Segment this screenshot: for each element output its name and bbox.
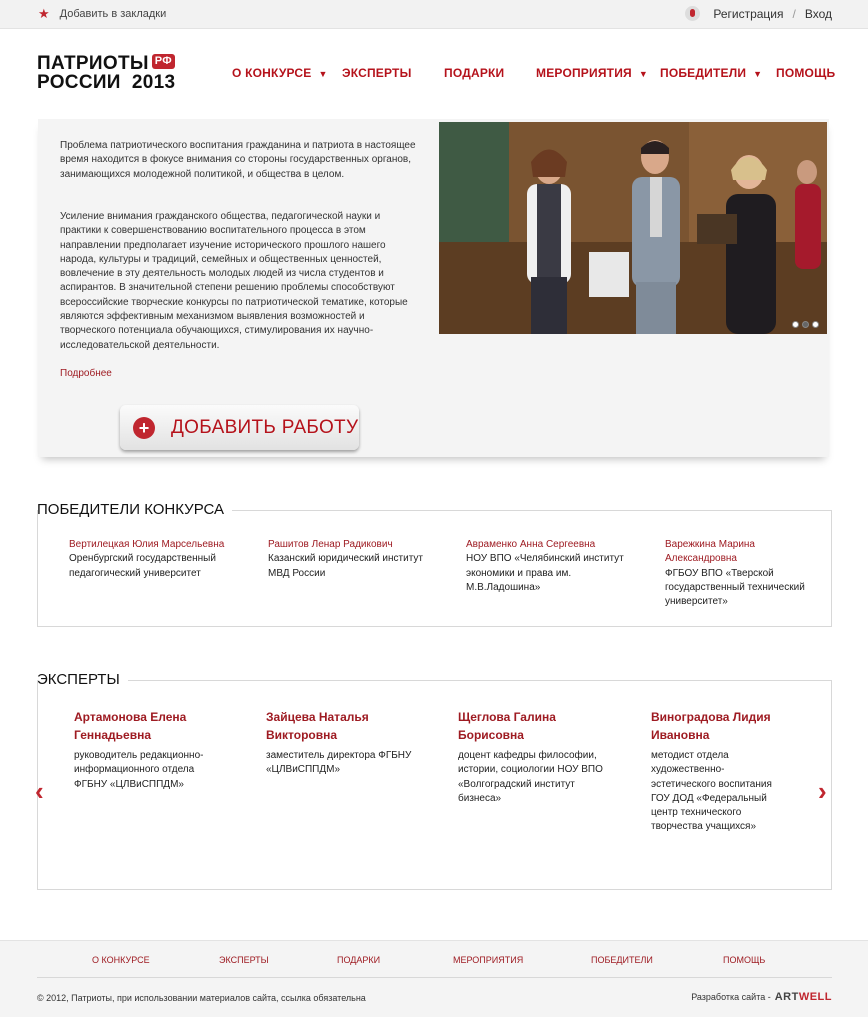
slider-dot[interactable]	[812, 321, 819, 328]
expert-card	[651, 708, 781, 835]
footer-divider	[37, 977, 832, 978]
user-icon	[685, 6, 700, 21]
nav-item-winners[interactable]	[660, 66, 762, 80]
footer-nav-help[interactable]: ПОМОЩЬ	[723, 955, 766, 965]
winner-name-link[interactable]: Авраменко Анна Сергеевна	[466, 539, 596, 550]
logo-badge: РФ	[152, 54, 175, 69]
hero-paragraph-2: Усиление внимания гражданского общества, педагогической науки и практики к совершенствованию воспитательного процесса в этом направлении предполагает изучение исторического прошлого нашего народа, культуры и традиций, семейных и общественных ценностей, вовлечение в эту деятельность молодых людей из числа студентов и аспирантов. В значительной степени решению проблемы способствуют всероссийские творческие конкурсы по патриотической тематике, которые являются эффективным механизмом выявления возможностей и творческого потенциала обучающихся, стимулирования их научно-исследовательской деятельности.	[60, 211, 408, 351]
nav-item-events[interactable]	[536, 66, 648, 80]
winner-card	[69, 538, 239, 581]
winner-org: ФГБОУ ВПО «Тверской государственный технический университет»	[665, 567, 805, 608]
logo-line2: РОССИИ 2013	[37, 72, 176, 93]
star-icon: ★	[38, 6, 50, 21]
nav-item-label: ПОБЕДИТЕЛИ	[660, 66, 747, 80]
nav-item-label: МЕРОПРИЯТИЯ	[536, 66, 632, 80]
winner-name-link[interactable]: Вертилецкая Юлия Марсельевна	[69, 539, 225, 550]
add-work-label: ДОБАВИТЬ РАБОТУ	[171, 416, 359, 438]
nav-item-help[interactable]	[776, 66, 835, 80]
nav-item-about[interactable]	[232, 66, 328, 80]
slider-dot[interactable]	[792, 321, 799, 328]
site-logo[interactable]	[37, 54, 175, 92]
login-link[interactable]: Вход	[804, 6, 832, 21]
winners-title: ПОБЕДИТЕЛИ КОНКУРСА	[37, 501, 232, 518]
hero-paragraph-1: Проблема патриотического воспитания гражданина и патриота в настоящее время находится в фокусе внимания со стороны государственных органов, занимающихся молодежной политикой, и общества в целом.	[60, 140, 416, 180]
hero-panel	[38, 119, 829, 457]
developer-brand-a: ART	[774, 991, 799, 1003]
expert-desc: руководитель редакционно-информационного отдела ФГБНУ «ЦЛВиСППДМ»	[74, 750, 204, 790]
chevron-down-icon: ▼	[638, 69, 648, 79]
expert-card	[74, 708, 224, 792]
experts-title: ЭКСПЕРТЫ	[37, 671, 128, 688]
footer	[0, 940, 868, 1017]
plus-icon: +	[133, 417, 155, 439]
winner-name-link[interactable]: Рашитов Ленар Радикович	[268, 539, 393, 550]
winner-name-link[interactable]: Варежкина Марина Александровна	[665, 539, 755, 565]
nav-item-label: О КОНКУРСЕ	[232, 66, 312, 80]
top-bar	[0, 0, 868, 29]
nav-item-label: ПОМОЩЬ	[776, 66, 836, 80]
expert-card	[266, 708, 416, 778]
nav-item-experts[interactable]	[342, 66, 412, 80]
bookmark-link[interactable]	[38, 7, 166, 20]
footer-nav-events[interactable]: МЕРОПРИЯТИЯ	[453, 955, 524, 965]
expert-desc: заместитель директора ФГБНУ «ЦЛВиСППДМ»	[266, 750, 412, 776]
winner-card	[268, 538, 438, 581]
chevron-down-icon: ▼	[753, 69, 763, 79]
nav-item-gifts[interactable]	[444, 66, 504, 80]
register-link[interactable]: Регистрация	[713, 6, 784, 21]
expert-desc: доцент кафедры философии, истории, социологии НОУ ВПО «Волгоградский институт бизнеса»	[458, 750, 603, 804]
expert-desc: методист отдела художественно-эстетического воспитания ГОУ ДОД «Федеральный центр технического творчества учащихся»	[651, 750, 772, 833]
slider-dot[interactable]	[802, 321, 809, 328]
expert-card	[458, 708, 608, 806]
winner-org: Казанский юридический институт МВД России	[268, 553, 423, 579]
prev-arrow-icon[interactable]: ‹	[35, 776, 44, 806]
hero-photo-slider[interactable]	[439, 122, 827, 334]
winner-card	[466, 538, 636, 595]
nav-item-label: ПОДАРКИ	[444, 66, 505, 80]
footer-nav-gifts[interactable]: ПОДАРКИ	[337, 955, 381, 965]
bookmark-label: Добавить в закладки	[59, 7, 167, 20]
developer-logo	[775, 991, 832, 1003]
developer-brand-b: WELL	[798, 991, 832, 1003]
footer-nav-experts[interactable]: ЭКСПЕРТЫ	[219, 955, 269, 965]
copyright-text: © 2012, Патриоты, при использовании материалов сайта, ссылка обязательна	[37, 993, 366, 1003]
expert-name-link[interactable]: Щеглова Галина Борисовна	[458, 710, 556, 742]
add-work-button[interactable]	[120, 405, 359, 450]
nav-item-label: ЭКСПЕРТЫ	[342, 66, 412, 80]
footer-nav-about[interactable]: О КОНКУРСЕ	[92, 955, 150, 965]
developer-label: Разработка сайта -	[691, 992, 771, 1002]
auth-separator: /	[792, 6, 796, 21]
expert-name-link[interactable]: Зайцева Наталья Викторовна	[266, 710, 369, 742]
winner-card	[665, 538, 815, 609]
expert-name-link[interactable]: Артамонова Елена Геннадьевна	[74, 710, 187, 742]
developer-link[interactable]	[691, 991, 832, 1003]
footer-nav-winners[interactable]: ПОБЕДИТЕЛИ	[591, 955, 653, 965]
read-more-link[interactable]: Подробнее	[60, 368, 112, 379]
event-photo	[439, 122, 827, 334]
next-arrow-icon[interactable]: ›	[818, 776, 827, 806]
winner-org: Оренбургский государственный педагогический университет	[69, 553, 216, 579]
expert-name-link[interactable]: Виноградова Лидия Ивановна	[651, 710, 771, 742]
auth-links	[685, 6, 832, 21]
winner-org: НОУ ВПО «Челябинский институт экономики и права им. М.В.Ладошина»	[466, 553, 624, 593]
chevron-down-icon: ▼	[318, 69, 328, 79]
slider-dots	[792, 321, 819, 328]
logo-line1: ПАТРИОТЫ	[37, 53, 149, 74]
